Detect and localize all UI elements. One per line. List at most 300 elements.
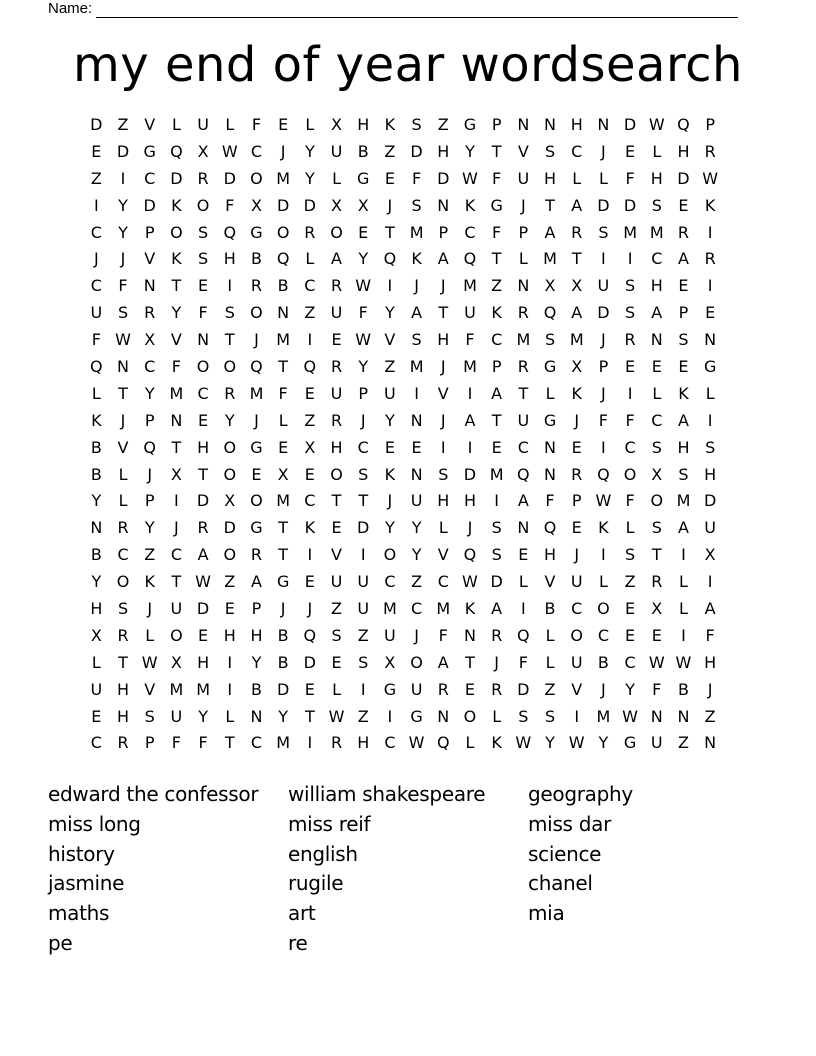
grid-letter: X [224, 491, 236, 511]
grid-letter: S [678, 464, 689, 484]
grid-letter: L [518, 572, 528, 592]
grid-letter: R [491, 679, 503, 699]
grid-letter: H [677, 141, 690, 161]
grid-letter: E [518, 545, 529, 565]
grid-letter: E [651, 357, 662, 377]
grid-letter: P [705, 115, 715, 134]
grid-letter: S [411, 195, 422, 215]
grid-letter: I [467, 383, 473, 403]
grid-letter: C [90, 222, 102, 242]
grid-letter: Z [384, 357, 396, 377]
grid-letter: W [675, 652, 692, 672]
grid-letter: M [169, 383, 184, 403]
grid-letter: H [437, 330, 450, 350]
grid-letter: Y [198, 706, 208, 726]
grid-letter: T [118, 383, 128, 403]
grid-letter: J [147, 464, 153, 484]
grid-letter: N [117, 357, 130, 377]
grid-letter: I [307, 330, 313, 350]
grid-letter: O [650, 491, 664, 511]
grid-letter: M [249, 383, 264, 403]
grid-letter: L [332, 168, 341, 188]
grid-letter: G [490, 195, 503, 215]
grid-letter: K [144, 572, 155, 592]
grid-letter: F [652, 679, 662, 699]
grid-letter: L [652, 383, 662, 403]
grid-letter: O [223, 464, 237, 484]
grid-letter: D [196, 599, 210, 619]
grid-letter: E [331, 518, 342, 538]
grid-letter: Q [303, 357, 317, 377]
grid-letter: S [331, 625, 342, 645]
word-list-item: re [288, 930, 308, 955]
grid-letter: J [254, 410, 259, 430]
grid-letter: M [276, 330, 291, 350]
word-list-item: science [528, 841, 602, 866]
grid-letter: K [598, 518, 609, 538]
grid-letter: A [464, 410, 476, 430]
grid-letter: U [330, 303, 343, 323]
grid-letter: B [250, 249, 262, 269]
grid-letter: K [464, 599, 476, 619]
grid-letter: K [491, 303, 502, 323]
grid-letter: X [170, 652, 182, 672]
grid-letter: R [250, 276, 263, 296]
grid-letter: A [651, 303, 663, 323]
grid-letter: X [170, 464, 182, 484]
grid-letter: O [570, 625, 584, 645]
grid-letter: A [491, 599, 503, 619]
grid-letter: Q [597, 464, 610, 484]
grid-letter: B [90, 437, 102, 457]
grid-letter: N [463, 625, 476, 645]
grid-letter: H [117, 679, 130, 699]
grid-letter: S [625, 303, 636, 323]
grid-letter: U [410, 679, 423, 699]
grid-letter: P [251, 599, 262, 619]
grid-letter: X [651, 464, 663, 484]
grid-letter: L [545, 383, 555, 403]
grid-letter: N [704, 733, 717, 753]
grid-letter: K [464, 195, 476, 215]
grid-letter: C [464, 222, 476, 242]
grid-letter: Q [90, 357, 103, 377]
grid-letter: M [676, 491, 691, 511]
grid-letter: S [651, 518, 662, 538]
grid-letter: I [227, 276, 233, 296]
grid-letter: T [171, 572, 182, 592]
grid-letter: N [437, 195, 450, 215]
grid-letter: S [491, 518, 502, 538]
grid-letter: F [492, 222, 502, 242]
grid-letter: A [677, 518, 689, 538]
grid-letter: K [704, 195, 716, 215]
grid-letter: K [171, 195, 182, 215]
word-list-item: geography [528, 782, 633, 806]
grid-letter: Y [304, 141, 315, 161]
grid-letter: U [650, 733, 663, 753]
grid-letter: I [307, 733, 313, 753]
grid-letter: W [195, 572, 211, 592]
grid-letter: O [196, 357, 210, 377]
grid-letter: V [144, 679, 156, 699]
grid-letter: V [384, 330, 396, 350]
word-list-item: william shakespeare [288, 782, 486, 806]
word-list-item: pe [48, 930, 73, 955]
grid-letter: Y [411, 518, 422, 538]
grid-letter: N [544, 115, 557, 134]
grid-letter: Q [517, 625, 530, 645]
grid-letter: T [278, 357, 289, 377]
grid-letter: I [307, 545, 313, 565]
grid-letter: V [331, 545, 342, 565]
grid-letter: Q [276, 249, 290, 269]
grid-letter: Z [144, 545, 156, 565]
grid-letter: R [517, 357, 529, 377]
grid-letter: O [597, 599, 610, 619]
grid-letter: R [330, 357, 343, 377]
grid-letter: T [491, 141, 502, 161]
grid-letter: M [383, 599, 397, 619]
grid-letter: E [251, 464, 262, 484]
grid-letter: V [170, 330, 182, 350]
grid-letter: P [598, 357, 609, 377]
grid-letter: D [703, 491, 717, 511]
grid-letter: R [117, 518, 129, 538]
grid-letter: J [387, 195, 393, 215]
grid-letter: R [117, 733, 129, 753]
grid-letter: S [518, 706, 529, 726]
grid-letter: T [304, 706, 315, 726]
grid-letter: F [598, 410, 608, 430]
grid-letter: L [225, 706, 235, 726]
grid-letter: R [624, 330, 636, 350]
grid-letter: I [707, 410, 713, 430]
grid-letter: F [545, 491, 555, 511]
grid-letter: T [491, 410, 502, 430]
grid-letter: E [411, 437, 422, 457]
word-list-item: chanel [528, 871, 593, 896]
grid-letter: B [597, 652, 609, 672]
grid-letter: G [623, 733, 637, 753]
grid-letter: X [331, 115, 343, 134]
grid-letter: J [520, 195, 526, 215]
grid-letter: U [330, 383, 343, 403]
grid-letter: C [144, 357, 156, 377]
grid-letter: A [677, 410, 689, 430]
grid-letter: N [170, 410, 183, 430]
grid-letter: I [227, 679, 233, 699]
grid-letter: O [223, 357, 237, 377]
grid-letter: Y [278, 706, 289, 726]
grid-letter: X [571, 357, 583, 377]
grid-letter: M [623, 222, 637, 242]
grid-letter: J [574, 410, 580, 430]
grid-letter: N [704, 330, 717, 350]
grid-letter: D [223, 518, 236, 538]
grid-letter: G [383, 679, 397, 699]
grid-letter: I [494, 491, 500, 511]
grid-letter: Z [624, 572, 636, 592]
grid-letter: Q [436, 733, 450, 753]
grid-letter: B [90, 545, 102, 565]
grid-letter: U [410, 491, 423, 511]
word-list-item: rugile [288, 871, 344, 896]
grid-letter: C [571, 599, 583, 619]
grid-letter: F [625, 491, 635, 511]
grid-letter: L [278, 410, 288, 430]
grid-letter: E [224, 599, 235, 619]
grid-letter: G [410, 706, 423, 726]
grid-letter: N [410, 410, 423, 430]
grid-letter: U [464, 303, 476, 323]
grid-letter: C [437, 572, 449, 592]
grid-letter: D [223, 168, 236, 188]
grid-letter: T [518, 383, 529, 403]
grid-letter: D [116, 141, 130, 161]
grid-letter: Z [704, 706, 716, 726]
grid-letter: K [171, 249, 182, 269]
grid-letter: O [463, 706, 477, 726]
grid-letter: G [543, 357, 557, 377]
grid-letter: B [677, 679, 689, 699]
grid-letter: Z [117, 115, 129, 134]
grid-letter: F [91, 330, 101, 350]
grid-letter: H [650, 168, 663, 188]
grid-letter: R [571, 464, 583, 484]
grid-letter: O [170, 222, 183, 242]
grid-letter: M [276, 733, 291, 753]
grid-letter: G [463, 115, 477, 134]
grid-letter: W [408, 733, 425, 753]
grid-letter: O [276, 222, 290, 242]
grid-letter: U [597, 276, 610, 296]
grid-letter: S [651, 437, 662, 457]
grid-letter: L [598, 572, 608, 592]
grid-letter: I [681, 625, 686, 645]
grid-letter: A [517, 491, 529, 511]
word-list-item: art [288, 901, 316, 926]
grid-letter: E [384, 168, 395, 188]
grid-letter: E [278, 437, 289, 457]
grid-letter: J [574, 545, 580, 565]
grid-letter: E [384, 437, 395, 457]
grid-letter: S [117, 303, 129, 323]
grid-letter: D [276, 195, 290, 215]
grid-letter: E [304, 679, 315, 699]
grid-letter: X [144, 330, 156, 350]
grid-letter: X [250, 195, 262, 215]
grid-letter: T [224, 733, 235, 753]
grid-letter: T [545, 195, 555, 215]
grid-letter: M [276, 168, 291, 188]
grid-letter: O [250, 491, 263, 511]
grid-letter: K [411, 249, 422, 269]
grid-letter: I [601, 249, 606, 269]
grid-letter: J [280, 599, 286, 619]
grid-letter: C [517, 437, 529, 457]
grid-letter: R [571, 222, 583, 242]
grid-letter: N [597, 115, 610, 134]
grid-letter: Y [118, 195, 128, 215]
grid-letter: F [438, 625, 448, 645]
grid-letter: T [385, 222, 395, 242]
grid-letter: Q [143, 437, 157, 457]
grid-letter: O [623, 464, 637, 484]
grid-letter: U [357, 599, 370, 619]
grid-letter: P [144, 733, 155, 753]
grid-letter: T [491, 249, 502, 269]
grid-letter: F [492, 168, 502, 188]
grid-letter: F [171, 357, 181, 377]
grid-letter: Z [411, 572, 423, 592]
word-list-item: edward the confessor [48, 782, 259, 806]
grid-letter: Z [357, 625, 369, 645]
grid-letter: L [91, 652, 101, 672]
grid-letter: Z [331, 599, 343, 619]
grid-letter: U [517, 410, 530, 430]
grid-letter: W [622, 706, 638, 726]
grid-letter: D [410, 141, 423, 161]
grid-letter: I [707, 222, 713, 242]
word-list-item: maths [48, 901, 110, 926]
grid-letter: N [650, 706, 663, 726]
grid-letter: T [171, 276, 182, 296]
grid-letter: F [411, 168, 422, 188]
grid-letter: C [357, 437, 369, 457]
grid-letter: H [223, 249, 236, 269]
grid-letter: S [224, 303, 235, 323]
grid-letter: U [384, 625, 396, 645]
grid-letter: O [223, 437, 237, 457]
grid-letter: T [171, 437, 182, 457]
grid-letter: P [438, 222, 449, 242]
grid-letter: Q [463, 249, 477, 269]
grid-letter: H [330, 437, 343, 457]
grid-letter: I [574, 706, 580, 726]
grid-letter: L [118, 491, 128, 511]
grid-letter: A [437, 652, 449, 672]
grid-letter: Y [118, 222, 128, 242]
grid-letter: C [597, 625, 609, 645]
grid-letter: Y [144, 518, 155, 538]
grid-letter: C [624, 437, 636, 457]
grid-letter: E [625, 357, 636, 377]
grid-letter: K [304, 518, 316, 538]
word-list-item: miss reif [288, 811, 371, 836]
grid-letter: O [170, 625, 183, 645]
grid-letter: H [223, 625, 236, 645]
grid-letter: A [571, 195, 583, 215]
grid-letter: O [410, 652, 423, 672]
grid-letter: I [520, 599, 526, 619]
grid-letter: Z [224, 572, 236, 592]
grid-letter: E [91, 706, 102, 726]
grid-letter: Y [91, 572, 102, 592]
grid-letter: M [463, 357, 477, 377]
grid-letter: O [330, 222, 343, 242]
grid-letter: E [198, 276, 209, 296]
grid-letter: E [331, 330, 342, 350]
word-list-item: jasmine [48, 871, 125, 896]
grid-letter: V [517, 141, 529, 161]
grid-letter: S [544, 706, 556, 726]
grid-letter: B [357, 141, 369, 161]
grid-letter: F [358, 303, 368, 323]
grid-letter: V [437, 545, 449, 565]
grid-letter: F [705, 625, 715, 645]
grid-letter: Q [223, 222, 237, 242]
grid-letter: E [571, 437, 582, 457]
grid-letter: V [437, 383, 449, 403]
grid-letter: T [571, 249, 582, 269]
grid-letter: C [144, 168, 156, 188]
grid-letter: X [331, 195, 343, 215]
grid-letter: W [648, 652, 665, 672]
grid-letter: N [437, 706, 450, 726]
grid-letter: S [198, 222, 209, 242]
grid-letter: G [250, 437, 263, 457]
grid-letter: T [438, 303, 449, 323]
grid-letter: A [491, 383, 503, 403]
grid-letter: O [330, 464, 343, 484]
page-title: my end of year wordsearch [73, 37, 743, 93]
grid-letter: O [116, 572, 130, 592]
word-list [48, 780, 768, 959]
grid-letter: Y [251, 652, 262, 672]
grid-letter: P [678, 303, 689, 323]
grid-letter: B [90, 464, 102, 484]
grid-letter: A [571, 303, 583, 323]
grid-letter: W [462, 572, 478, 592]
grid-letter: X [571, 276, 583, 296]
grid-letter: Y [385, 410, 395, 430]
grid-letter: U [570, 652, 583, 672]
grid-letter: B [250, 679, 262, 699]
grid-letter: U [384, 383, 396, 403]
grid-letter: M [436, 599, 451, 619]
grid-letter: E [651, 625, 662, 645]
grid-letter: N [517, 276, 530, 296]
grid-letter: P [144, 491, 155, 511]
grid-letter: L [679, 599, 688, 619]
grid-letter: U [90, 679, 103, 699]
grid-letter: E [198, 625, 209, 645]
grid-letter: L [572, 168, 582, 188]
grid-letter: H [704, 464, 717, 484]
grid-letter: I [601, 545, 606, 565]
grid-letter: H [463, 491, 476, 511]
grid-letter: F [171, 733, 181, 753]
grid-letter: V [144, 115, 156, 134]
grid-letter: D [196, 491, 210, 511]
grid-letter: H [250, 625, 263, 645]
word-list-item: english [288, 841, 358, 866]
grid-letter: H [357, 115, 370, 134]
grid-letter: E [358, 222, 369, 242]
grid-letter: U [330, 141, 343, 161]
grid-letter: W [141, 652, 158, 672]
grid-letter: T [224, 330, 235, 350]
grid-letter: J [601, 679, 606, 699]
grid-letter: H [544, 545, 557, 565]
grid-letter: P [571, 491, 582, 511]
grid-letter: L [545, 652, 555, 672]
grid-letter: C [491, 330, 503, 350]
grid-letter: W [702, 168, 719, 188]
grid-letter: S [544, 141, 556, 161]
grid-letter: L [465, 733, 475, 753]
